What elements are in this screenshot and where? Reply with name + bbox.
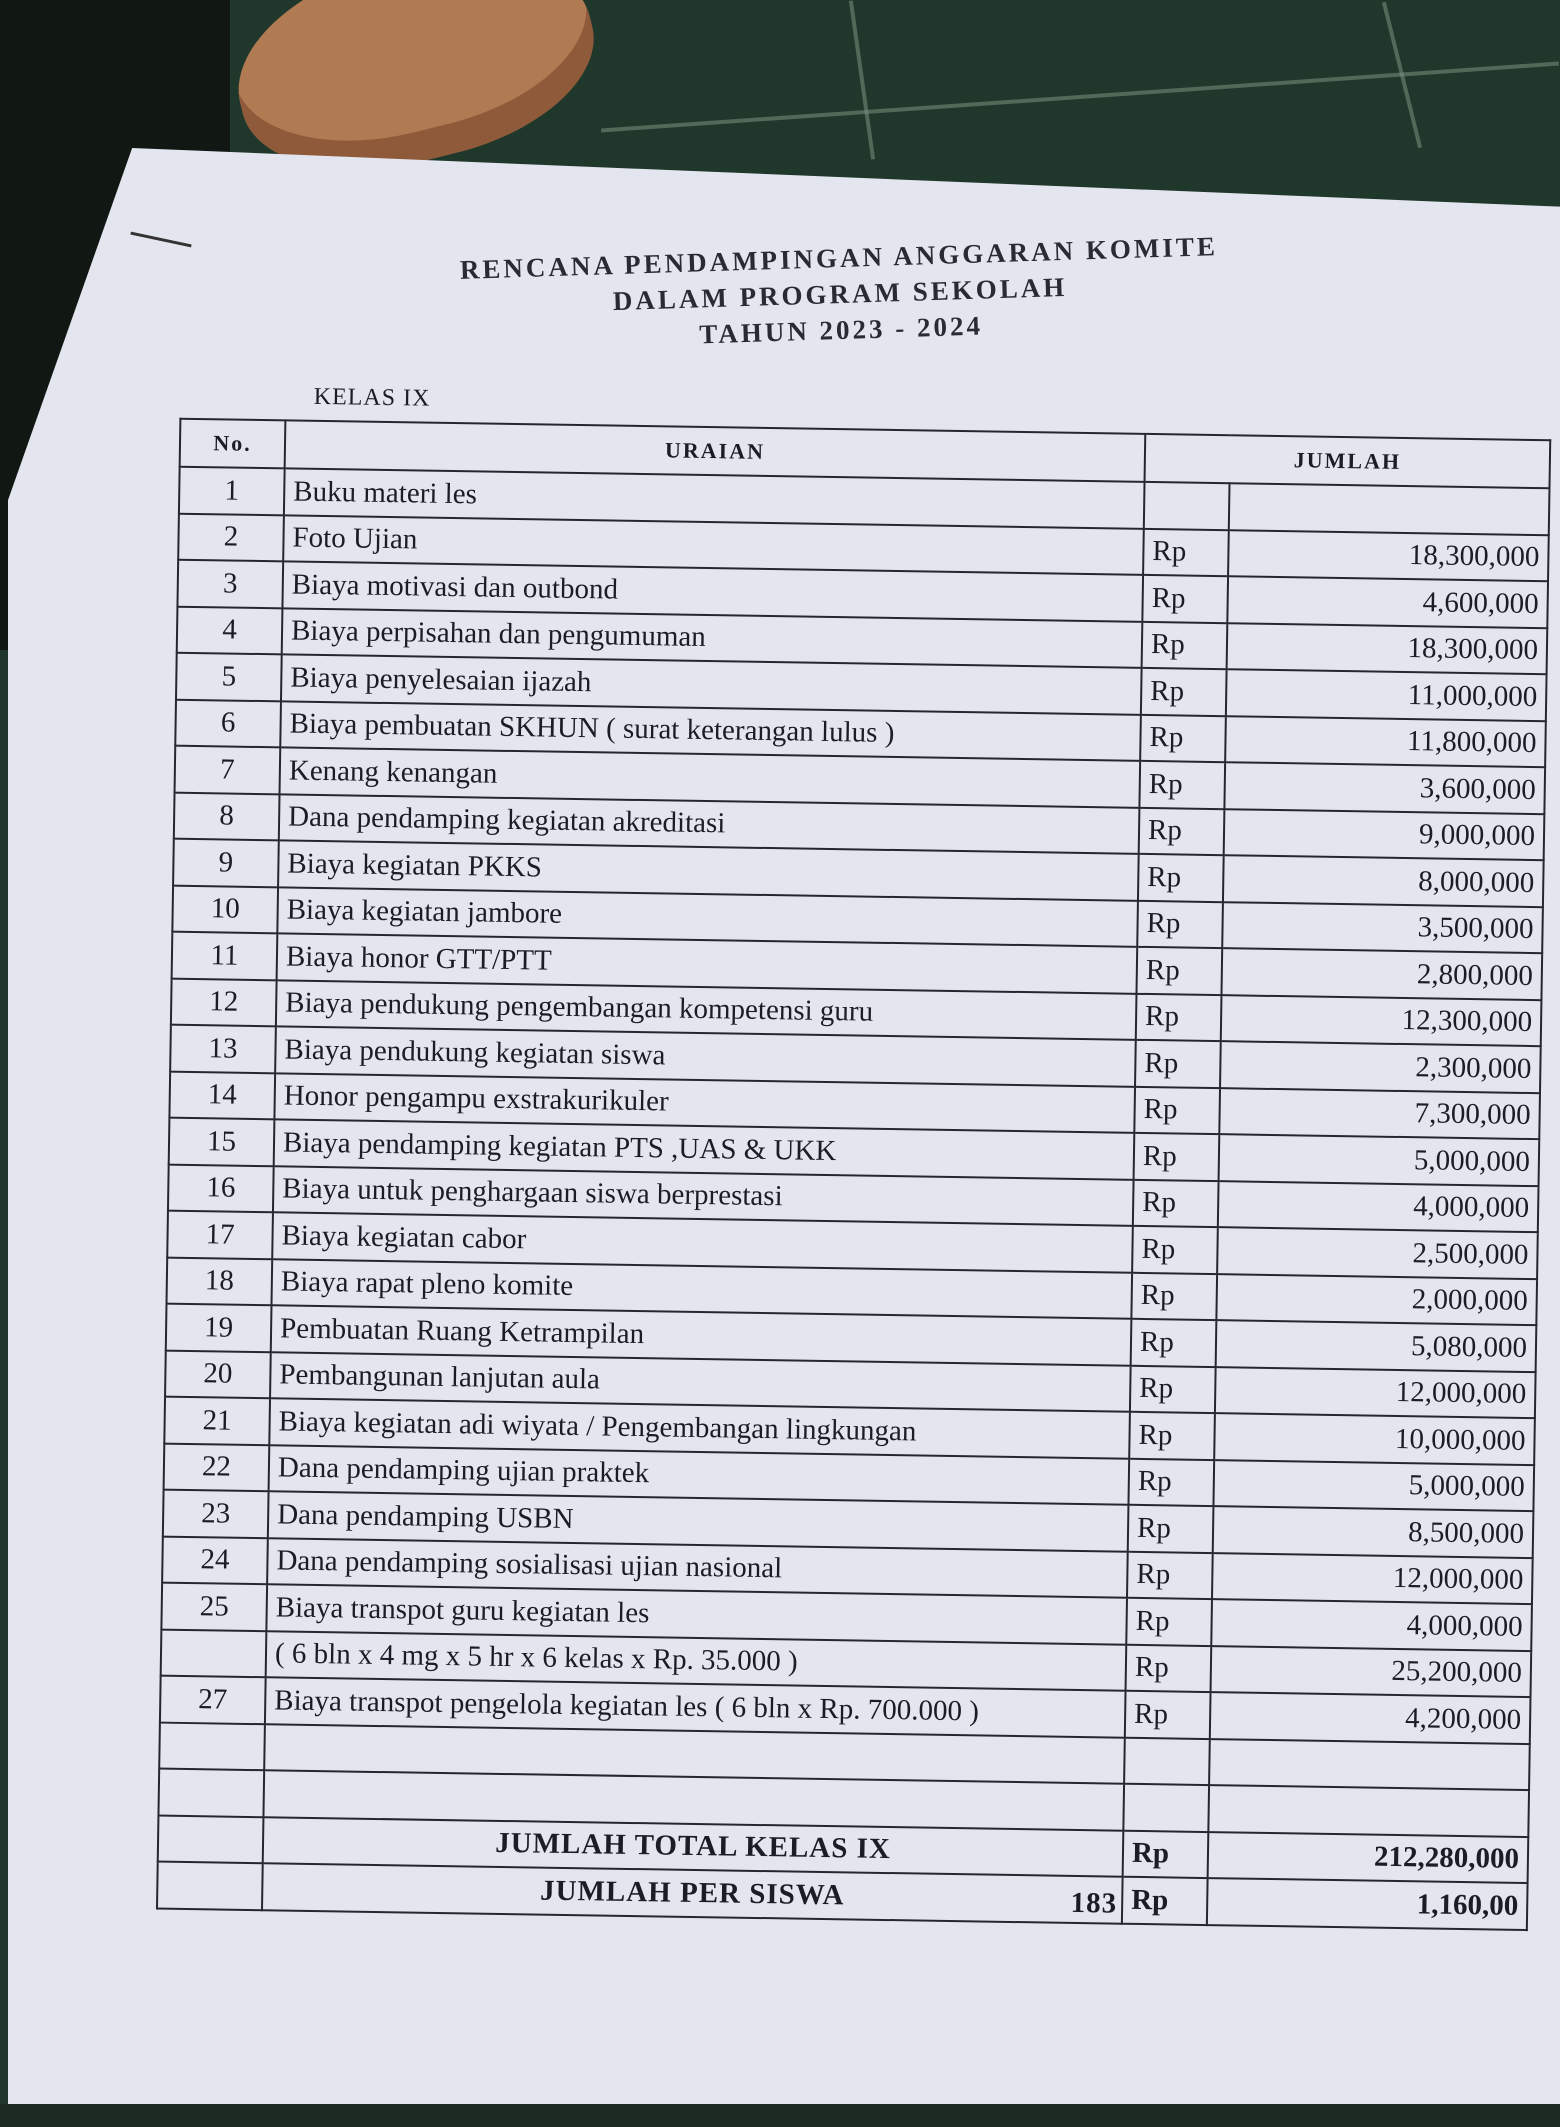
row-number: 25	[161, 1583, 267, 1631]
row-description: Biaya perpisahan dan pengumuman	[282, 608, 1143, 668]
row-number: 15	[169, 1118, 275, 1166]
column-header-jumlah: JUMLAH	[1145, 434, 1551, 488]
row-number: 13	[170, 1025, 276, 1073]
row-number: 7	[175, 746, 281, 794]
row-amount: 4,200,000	[1210, 1692, 1531, 1744]
row-currency: Rp	[1128, 1505, 1214, 1553]
row-amount: 18,300,000	[1227, 623, 1548, 675]
row-number: 23	[163, 1490, 269, 1538]
row-number: 9	[173, 839, 279, 887]
row-amount: 2,500,000	[1217, 1227, 1538, 1279]
row-currency: Rp	[1134, 1133, 1220, 1181]
row-currency: Rp	[1127, 1551, 1213, 1599]
row-currency: Rp	[1130, 1365, 1216, 1413]
row-amount: 3,600,000	[1224, 762, 1545, 814]
row-currency: Rp	[1137, 900, 1223, 948]
row-amount: 8,000,000	[1223, 855, 1544, 907]
row-currency: Rp	[1133, 1179, 1219, 1227]
row-amount: 3,500,000	[1222, 902, 1543, 954]
row-currency: Rp	[1134, 1086, 1220, 1134]
row-amount: 12,300,000	[1221, 995, 1542, 1047]
row-currency: Rp	[1131, 1272, 1217, 1320]
per-student-amount: 1,160,00	[1207, 1878, 1528, 1930]
row-amount: 4,600,000	[1227, 576, 1548, 628]
row-number: 4	[177, 606, 283, 654]
row-currency: Rp	[1143, 528, 1229, 576]
row-description: Buku materi les	[284, 468, 1145, 528]
row-number: 1	[179, 467, 285, 515]
row-currency: Rp	[1136, 947, 1222, 995]
budget-table	[156, 418, 1551, 1931]
row-currency: Rp	[1132, 1226, 1218, 1274]
row-description: Biaya pendukung pengembangan kompetensi guru	[276, 980, 1137, 1040]
row-amount: 4,000,000	[1218, 1181, 1539, 1233]
row-amount: 2,300,000	[1220, 1041, 1541, 1093]
row-amount: 2,800,000	[1221, 948, 1542, 1000]
row-number: 16	[168, 1164, 274, 1212]
row-number: 11	[172, 932, 278, 980]
row-description: Foto Ujian	[283, 515, 1144, 575]
row-description: Biaya motivasi dan outbond	[282, 561, 1143, 621]
row-currency: Rp	[1131, 1319, 1217, 1367]
row-amount: 2,000,000	[1216, 1274, 1537, 1326]
row-currency: Rp	[1129, 1412, 1215, 1460]
total-label: JUMLAH TOTAL KELAS IX	[263, 1817, 1124, 1877]
row-amount: 12,000,000	[1215, 1367, 1536, 1419]
row-description: Dana pendamping sosialisasi ujian nasional	[267, 1538, 1128, 1598]
column-header-no: No.	[180, 419, 286, 469]
row-number: 24	[162, 1536, 268, 1584]
row-currency: Rp	[1135, 1040, 1221, 1088]
row-description: Biaya kegiatan cabor	[272, 1212, 1133, 1272]
row-currency: Rp	[1128, 1458, 1214, 1506]
row-description: Kenang kenangan	[280, 747, 1141, 807]
row-currency: Rp	[1126, 1598, 1212, 1646]
row-currency: Rp	[1142, 575, 1228, 623]
row-number: 18	[167, 1257, 273, 1305]
row-number: 20	[165, 1350, 271, 1398]
row-description: Biaya pendukung kegiatan siswa	[275, 1026, 1136, 1086]
row-number: 22	[164, 1443, 270, 1491]
row-number: 10	[172, 885, 278, 933]
row-description: Biaya pendamping kegiatan PTS ,UAS & UKK	[274, 1119, 1135, 1179]
row-description: Pembangunan lanjutan aula	[270, 1352, 1131, 1412]
row-number: 17	[167, 1211, 273, 1259]
row-description: Honor pengampu exstrakurikuler	[274, 1073, 1135, 1133]
row-currency: Rp	[1138, 854, 1224, 902]
row-amount: 5,000,000	[1213, 1460, 1534, 1512]
row-amount	[1229, 483, 1550, 535]
row-currency: Rp	[1136, 993, 1222, 1041]
row-amount: 5,080,000	[1216, 1320, 1537, 1372]
row-description: ( 6 bln x 4 mg x 5 hr x 6 kelas x Rp. 35.000 )	[266, 1631, 1127, 1691]
row-description: Biaya kegiatan PKKS	[278, 840, 1139, 900]
row-amount: 11,800,000	[1225, 716, 1546, 768]
row-number: 3	[177, 560, 283, 608]
row-amount: 18,300,000	[1228, 530, 1549, 582]
row-amount: 12,000,000	[1212, 1553, 1533, 1605]
row-description: Biaya kegiatan adi wiyata / Pengembangan lingkungan	[269, 1398, 1130, 1458]
row-description: Dana pendamping kegiatan akreditasi	[279, 794, 1140, 854]
row-description: Dana pendamping USBN	[268, 1491, 1129, 1551]
row-number: 8	[174, 792, 280, 840]
row-amount: 25,200,000	[1211, 1646, 1532, 1698]
row-currency: Rp	[1142, 621, 1228, 669]
row-amount: 11,000,000	[1226, 669, 1547, 721]
row-number: 5	[176, 653, 282, 701]
row-amount: 5,000,000	[1219, 1134, 1540, 1186]
title-line-1: RENCANA PENDAMPINGAN ANGGARAN KOMITE	[459, 231, 1219, 285]
row-description: Pembuatan Ruang Ketrampilan	[271, 1305, 1132, 1365]
row-description: Biaya honor GTT/PTT	[277, 933, 1138, 993]
row-description: Biaya untuk penghargaan siswa berprestasi	[273, 1166, 1134, 1226]
row-number: 27	[160, 1676, 266, 1724]
class-label: KELAS IX	[313, 383, 431, 412]
row-number: 14	[169, 1071, 275, 1119]
row-currency: Rp	[1140, 714, 1226, 762]
per-student-currency: Rp	[1122, 1877, 1208, 1925]
column-header-uraian: URAIAN	[285, 420, 1146, 482]
title-line-2: DALAM PROGRAM SEKOLAH	[612, 271, 1068, 317]
row-description: Biaya pembuatan SKHUN ( surat keterangan lulus )	[280, 701, 1141, 761]
row-number: 19	[166, 1304, 272, 1352]
total-currency: Rp	[1123, 1830, 1209, 1878]
student-count: 183	[1070, 1886, 1118, 1920]
row-number: 21	[164, 1397, 270, 1445]
row-number: 12	[171, 978, 277, 1026]
per-student-label: JUMLAH PER SISWA	[539, 1874, 845, 1912]
budget-page	[43, 380, 1550, 2127]
total-amount: 212,280,000	[1208, 1832, 1529, 1884]
row-amount: 8,500,000	[1213, 1506, 1534, 1558]
row-currency: Rp	[1139, 807, 1225, 855]
row-description: Biaya transpot pengelola kegiatan les ( 6 bln x Rp. 700.000 )	[265, 1677, 1126, 1737]
row-amount: 10,000,000	[1214, 1413, 1535, 1465]
row-description: Dana pendamping ujian praktek	[269, 1445, 1130, 1505]
row-description: Biaya kegiatan jambore	[277, 887, 1138, 947]
row-number: 6	[175, 699, 281, 747]
row-description: Biaya penyelesaian ijazah	[281, 654, 1142, 714]
row-currency: Rp	[1139, 761, 1225, 809]
row-amount: 7,300,000	[1219, 1088, 1540, 1140]
row-currency: Rp	[1125, 1691, 1211, 1739]
row-amount: 4,000,000	[1211, 1599, 1532, 1651]
row-description: Biaya transpot guru kegiatan les	[266, 1584, 1127, 1644]
row-amount: 9,000,000	[1224, 809, 1545, 861]
row-currency: Rp	[1126, 1644, 1212, 1692]
row-description: Biaya rapat pleno komite	[271, 1259, 1132, 1319]
row-currency: Rp	[1141, 668, 1227, 716]
title-line-3: TAHUN 2023 - 2024	[698, 310, 984, 350]
row-number: 2	[178, 513, 284, 561]
row-currency	[1144, 482, 1230, 530]
row-number	[161, 1629, 267, 1677]
